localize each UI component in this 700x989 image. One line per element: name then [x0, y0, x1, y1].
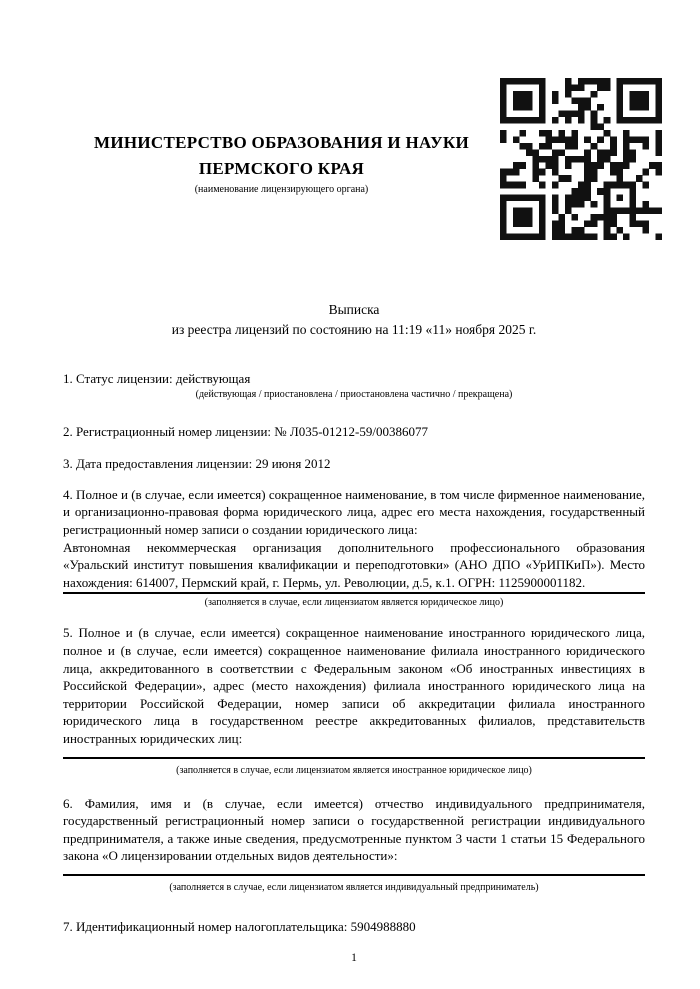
- taxpayer-id: 7. Идентификационный номер налогоплательщика: 5904988880: [63, 918, 416, 934]
- licensing-authority-name: [63, 130, 500, 182]
- ministry-name-line2: ПЕРМСКОГО КРАЯ: [198, 159, 365, 178]
- document-title: [63, 300, 645, 340]
- legal-entity-section: [63, 486, 645, 539]
- document-title-line2: из реестра лицензий по состоянию на 11:19 «11» ноября 2025 г.: [171, 322, 537, 337]
- legal-entity-label: 4. Полное и (в случае, если имеется) сокращенное наименование, в том числе фирменное наименование, и организационно-правовая форма юридического лица, адрес его места нахождения, государственный регистрационный номер записи о создании юридического лица:: [63, 486, 645, 537]
- document-title-line1: Выписка: [328, 302, 380, 317]
- individual-entrepreneur-section: 6. Фамилия, имя и (в случае, если имеется) отчество индивидуального предпринимателя, государственный регистрационный номер записи о государственной регистрации индивидуального предпринимателя, а также иные сведения, предусмотренные пунктом 3 части 1 статьи 15 Федерального закона «О лицензировании отдельных видов деятельности»:: [63, 795, 645, 864]
- license-status-options-note: (действующая / приостановлена / приостановлена частично / прекращена): [195, 388, 513, 400]
- individual-entrepreneur-note: (заполняется в случае, если лицензиатом является индивидуальный предприниматель): [169, 881, 539, 893]
- foreign-entity-blank-line: [63, 757, 645, 759]
- document-content: [63, 0, 645, 965]
- licensing-authority-caption: (наименование лицензирующего органа): [194, 184, 369, 195]
- legal-entity-value: Автономная некоммерческая организация дополнительного профессионального образования «Уральский институт повышения квалификации и переподготовки» (АНО ДПО «УрИПКиП»). Место нахождения: 614007, Пермский край, г. Пермь, ул. Революции, д.5, к.1. ОГРН: 1125900001182.: [63, 539, 645, 595]
- ministry-name-line1: МИНИСТЕРСТВО ОБРАЗОВАНИЯ И НАУКИ: [93, 133, 470, 152]
- license-status: 1. Статус лицензии: действующая: [63, 371, 251, 386]
- foreign-entity-section: 5. Полное и (в случае, если имеется) сокращенное наименование иностранного юридического лица, полное и (в случае, если имеется) сокращенное наименование филиала иностранного юридического лица, аккредитованного в соответствии с Федеральным законом «Об иностранных инвестициях в Российской Федерации», адрес (место нахождения) филиала иностранного юридического лица на территории Российской Федерации, номер записи об аккредитации филиала иностранного юридического лица в государственном реестре аккредитованных филиалов, представительств иностранных юридических лиц:: [63, 625, 645, 746]
- page-number: 1: [351, 952, 357, 965]
- legal-entity-note: (заполняется в случае, если лицензиатом является юридическое лицо): [204, 597, 504, 609]
- license-grant-date: 3. Дата предоставления лицензии: 29 июня 2012: [63, 456, 331, 472]
- license-registration-number: 2. Регистрационный номер лицензии: № Л035-01212-59/00386077: [63, 423, 429, 439]
- individual-entrepreneur-blank-line: [63, 874, 645, 876]
- foreign-entity-note: (заполняется в случае, если лицензиатом является иностранное юридическое лицо): [176, 764, 532, 776]
